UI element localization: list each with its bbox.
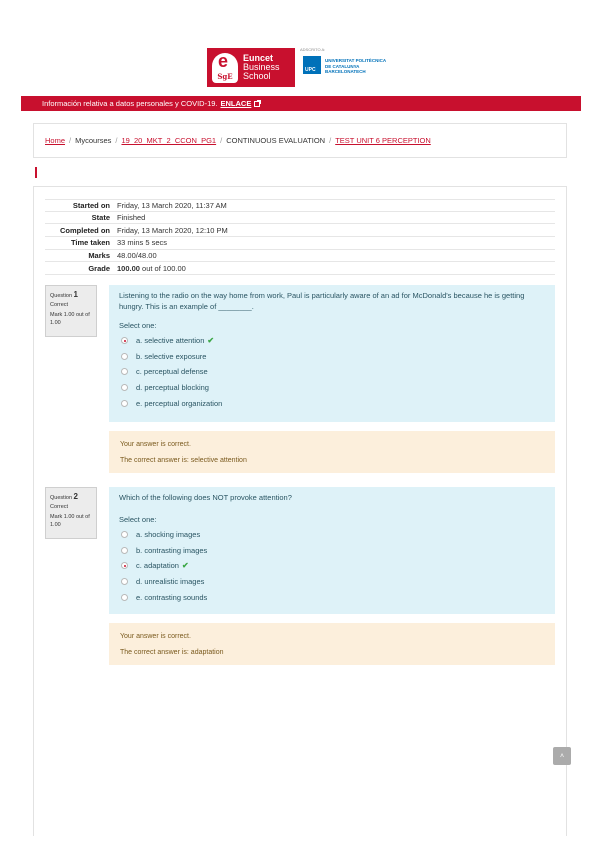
question-info (45, 285, 97, 337)
feedback-text: Your answer is correct. (120, 441, 191, 448)
question-content (109, 487, 555, 614)
radio-button[interactable] (121, 578, 128, 585)
upc-line1: UNIVERSITAT POLITÈCNICA (325, 58, 387, 63)
radio-button[interactable] (121, 562, 128, 569)
grade-strong: 100.00 (117, 263, 140, 273)
answer-option[interactable] (119, 364, 545, 380)
answer-option[interactable] (119, 380, 545, 396)
answer-label: a. selective attention (136, 336, 205, 346)
answer-label: d. perceptual blocking (136, 383, 209, 393)
logo-line3: School (243, 71, 271, 81)
breadcrumb-mycourses[interactable]: Mycourses (75, 136, 112, 145)
summary-value: 33 mins 5 secs (117, 238, 168, 248)
answer-label: b. contrasting images (136, 545, 208, 555)
question-num: 2 (73, 492, 78, 501)
answer-option[interactable] (119, 543, 545, 559)
upc-line2: DE CATALUNYA (325, 63, 360, 69)
notice-link[interactable]: ENLACE (220, 99, 252, 108)
question-text: Which of the following does NOT provoke attention? (119, 493, 292, 502)
radio-button[interactable] (121, 531, 128, 538)
euncet-logo[interactable] (207, 48, 295, 87)
logo-text (243, 54, 280, 81)
summary-value: Friday, 13 March 2020, 11:37 AM (117, 200, 227, 210)
question-prefix: Question (50, 293, 73, 299)
question-mark: Mark 1.00 out of 1.00 (50, 312, 90, 326)
question-number (50, 290, 92, 301)
adscrito-label: ADSCRITO A: (300, 47, 326, 52)
question-text: Listening to the radio on the way home from work, Paul is particularly aware of an ad for McDonald's because he is getting hungry. This is an example of ________. (119, 291, 525, 311)
radio-button[interactable] (121, 368, 128, 375)
radio-button[interactable] (121, 353, 128, 360)
answer-label: a. shocking images (136, 530, 201, 540)
answer-option[interactable] (119, 558, 545, 574)
answer-label: c. adaptation (136, 561, 179, 571)
breadcrumb-sep: / (69, 136, 72, 145)
summary-row (45, 250, 555, 263)
summary-value: Finished (117, 213, 146, 223)
summary-label: Completed on (60, 225, 110, 235)
question-status: Correct (50, 302, 69, 308)
logo-line2: Business (243, 62, 280, 72)
question-info (45, 487, 97, 539)
summary-label: Time taken (70, 238, 110, 248)
feedback-box (109, 623, 555, 665)
summary-label: Marks (88, 251, 110, 261)
upc-text (325, 58, 400, 75)
question-content (109, 285, 555, 422)
select-one-label: Select one: (119, 321, 157, 330)
attempt-summary-table (45, 199, 555, 275)
summary-label: State (91, 213, 110, 223)
summary-value: 48.00/48.00 (117, 251, 157, 261)
select-one-label: Select one: (119, 515, 157, 524)
correct-answer-text: The correct answer is: adaptation (120, 649, 224, 656)
summary-label: Started on (72, 200, 110, 210)
summary-row (45, 199, 555, 212)
upc-line3: BARCELONATECH (325, 69, 366, 74)
euncet-logo-mark (212, 53, 238, 83)
breadcrumb-course[interactable]: 19_20_MKT_2_CCON_PG1 (121, 136, 217, 145)
summary-row-grade (45, 262, 555, 275)
summary-label: Grade (88, 263, 110, 273)
question-status: Correct (50, 504, 69, 510)
scroll-top-button[interactable] (553, 747, 571, 765)
breadcrumb-home[interactable]: Home (45, 136, 66, 145)
upc-logo[interactable] (303, 56, 321, 74)
answer-option[interactable] (119, 527, 545, 543)
notice-text: Información relativa a datos personales y COVID-19. (42, 99, 218, 108)
summary-row (45, 237, 555, 250)
question-mark: Mark 1.00 out of 1.00 (50, 514, 90, 528)
breadcrumb-section[interactable]: CONTINUOUS EVALUATION (226, 136, 326, 145)
external-link-icon[interactable] (254, 101, 260, 107)
summary-value: Friday, 13 March 2020, 12:10 PM (117, 225, 228, 235)
breadcrumb-sep: / (220, 136, 223, 145)
radio-button[interactable] (121, 547, 128, 554)
check-icon: ✔ (207, 336, 215, 346)
answer-label: c. perceptual defense (136, 367, 208, 377)
answer-label: d. unrealistic images (136, 577, 205, 587)
radio-button[interactable] (121, 337, 128, 344)
grade-value (117, 264, 186, 273)
feedback-text: Your answer is correct. (120, 633, 191, 640)
feedback-box (109, 431, 555, 473)
upc-abbr: UPC (305, 67, 316, 73)
grade-rest: out of 100.00 (139, 263, 186, 273)
answer-label: e. perceptual organization (136, 398, 223, 408)
chevron-up-icon: ˄ (559, 752, 565, 760)
page-title-marker (35, 167, 37, 178)
answer-option[interactable] (119, 349, 545, 365)
question-number (50, 492, 92, 503)
logo-sub: e SgE (217, 71, 233, 81)
radio-button[interactable] (121, 384, 128, 391)
answer-option[interactable] (119, 333, 545, 349)
correct-answer-text: The correct answer is: selective attention (120, 457, 247, 464)
summary-row (45, 212, 555, 225)
breadcrumb-sep: / (329, 136, 332, 145)
question-num: 1 (73, 290, 78, 299)
answer-option[interactable] (119, 395, 545, 411)
question-prefix: Question (50, 495, 73, 501)
radio-button[interactable] (121, 400, 128, 407)
logo-line1: Euncet (243, 53, 274, 63)
answer-option[interactable] (119, 589, 545, 605)
answer-label: b. selective exposure (136, 351, 207, 361)
breadcrumb-sep: / (115, 136, 118, 145)
check-icon: ✔ (181, 561, 189, 571)
radio-button[interactable] (121, 594, 128, 601)
notice-bar (21, 96, 581, 111)
answer-option[interactable] (119, 574, 545, 590)
breadcrumb-test[interactable]: TEST UNIT 6 PERCEPTION (335, 136, 431, 145)
answer-label: e. contrasting sounds (136, 592, 208, 602)
breadcrumb (33, 123, 567, 158)
summary-row (45, 224, 555, 237)
